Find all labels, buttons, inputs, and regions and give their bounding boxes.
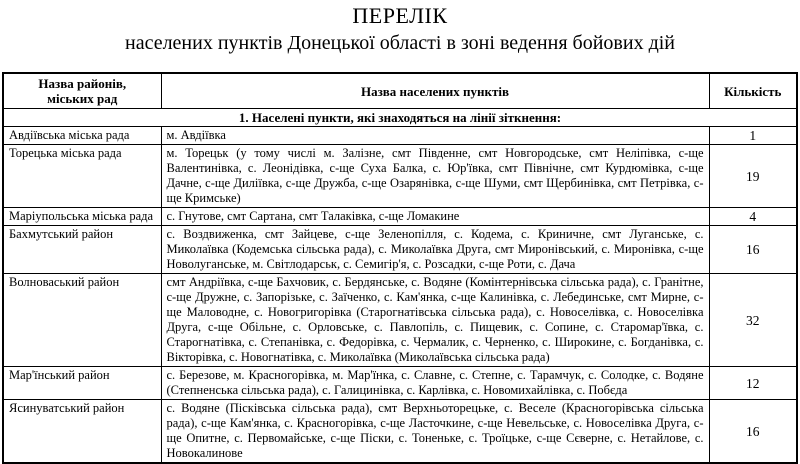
header-count: Кількість [709,73,797,109]
table-row [3,145,797,208]
section-title: 1. Населені пункти, які знаходяться на лінії зіткнення: [3,109,797,127]
table-row [3,367,797,400]
document-title: ПЕРЕЛІК [352,3,448,28]
district-cell: Торецька міська рада [3,145,161,208]
header-districts [3,73,161,109]
document-page [0,3,800,464]
settlements-cell: с. Воздвиженка, смт Зайцеве, с-ще Зеленопілля, с. Кодема, с. Криничне, смт Луганське, с. Миколаївка (Кодемська сільська рада), с. Миколаївка Друга, смт Миронівський, с. Миронівка, с-ще Новолуганське, м. Світлодарськ, с. Семигір'я, с. Розсадки, с-ще Роти, с. Дача [161,226,709,274]
header-districts-line1: Назва районів, [38,76,127,91]
district-cell: Бахмутський район [3,226,161,274]
settlements-cell: смт Андріївка, с-ще Бахчовик, с. Бердянське, с. Водяне (Комінтернівська сільська рада), с. Гранітне, с-ще Дружне, с. Запорізьке, с. Заїченко, с. Кам'янка, с-ще Калинівка, с. Лебединське, смт Мирне, с-ще Маловодне, с. Новогригорівка (Старогнатівська сільська рада), с. Новоселівка, с. Новоселівка Друга, с-ще Обільне, с. Орловське, с. Павлопіль, с. Пищевик, с. Сопине, с. Старомар'ївка, с. Старогнатівка, с. Степанівка, с. Федорівка, с. Чермалик, с. Черненко, с. Широкине, с. Богданівка, с. Вікторівка, с. Новогнатівка, с. Миколаївка (Миколаївська сільська рада) [161,274,709,367]
document-subtitle: населених пунктів Донецької області в зоні ведення бойових дій [125,32,675,54]
district-cell: Авдіївська міська рада [3,127,161,145]
count-cell: 16 [709,400,797,464]
district-cell: Волноваський район [3,274,161,367]
settlements-table [2,72,798,464]
section-row [3,109,797,127]
count-cell: 1 [709,127,797,145]
table-header-row [3,73,797,109]
count-cell: 4 [709,208,797,226]
settlements-cell: с. Водяне (Пісківська сільська рада), смт Верхньоторецьке, с. Веселе (Красногорівська сільська рада), с-ще Кам'янка, с. Красногорівка, с-ще Ласточкине, с-ще Невельське, с. Новоселівка Друга, с-ще Опитне, с. Первомайське, с-ще Піски, с. Тоненьке, с. Троїцьке, с-ще Сєверне, с. Нетайлове, с. Новокалинове [161,400,709,464]
table-row [3,400,797,464]
table-row [3,208,797,226]
count-cell: 19 [709,145,797,208]
district-cell: Мар'їнський район [3,367,161,400]
district-cell: Маріупольська міська рада [3,208,161,226]
district-cell: Ясинуватський район [3,400,161,464]
table-row [3,226,797,274]
count-cell: 16 [709,226,797,274]
settlements-cell: с. Гнутове, смт Сартана, смт Талаківка, с-ще Ломакине [161,208,709,226]
header-settlements: Назва населених пунктів [161,73,709,109]
count-cell: 32 [709,274,797,367]
header-districts-line2: міських рад [47,91,118,106]
count-cell: 12 [709,367,797,400]
settlements-cell: м. Торецьк (у тому числі м. Залізне, смт Південне, смт Новгородське, смт Неліпівка, с-ще Валентинівка, с. Леонідівка, с-ще Суха Балка, с. Юр'ївка, смт Північне, смт Курдюмівка, с-ще Дачне, с-ще Диліївка, с-ще Дружба, с-ще Озарянівка, с-ще Шуми, смт Щербинівка, смт Петрівка, с-ще Кримське) [161,145,709,208]
settlements-cell: с. Березове, м. Красногорівка, м. Мар'їнка, с. Славне, с. Степне, с. Тарамчук, с. Солодке, с. Водяне (Степненська сільська рада), с. Галицинівка, с. Карлівка, с. Новомихайлівка, с. Побєда [161,367,709,400]
table-row [3,274,797,367]
table-row [3,127,797,145]
settlements-cell: м. Авдіївка [161,127,709,145]
